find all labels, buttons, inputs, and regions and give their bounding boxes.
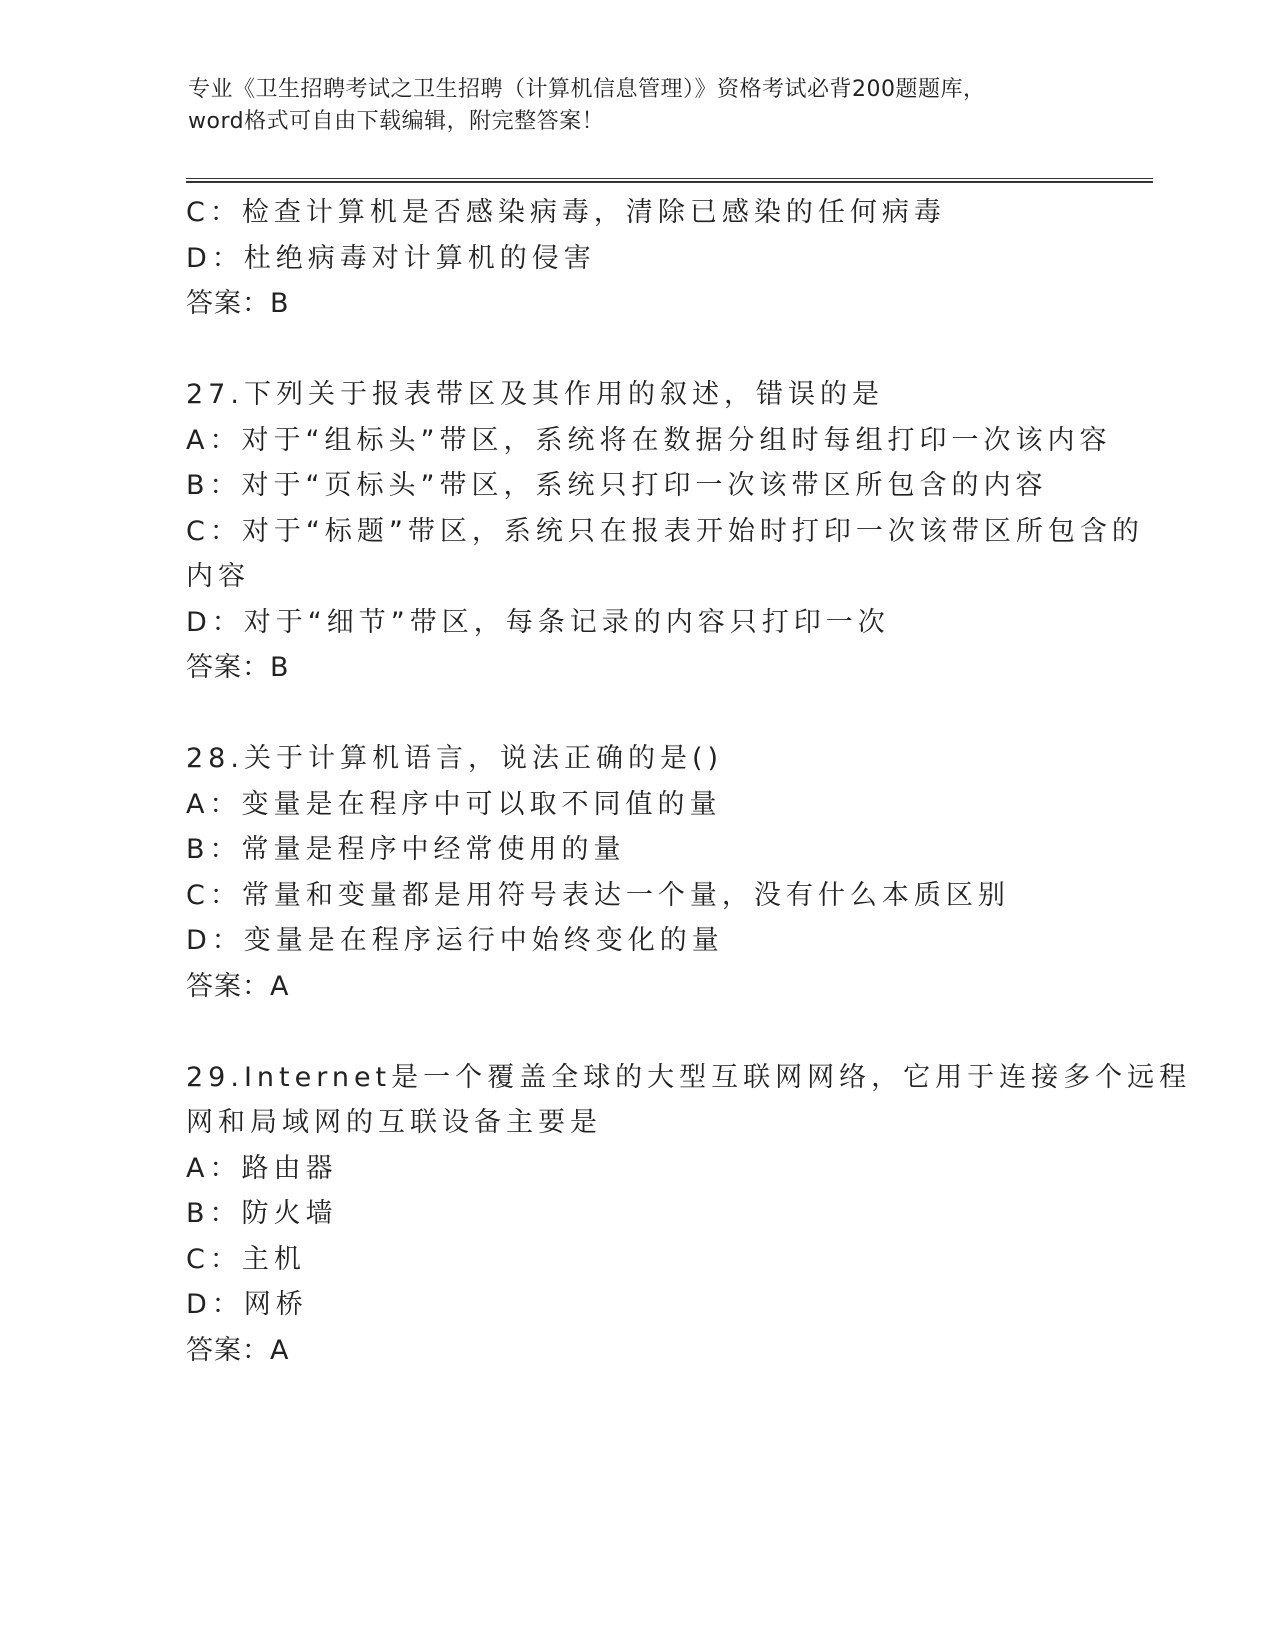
option-line: A：对于“组标头”带区，系统将在数据分组时每组打印一次该内容 [186,424,1112,456]
question-stem-continued: 网和局域网的互联设备主要是 [186,1107,602,1138]
option-line: B：对于“页标头”带区，系统只打印一次该带区所包含的内容 [186,470,1048,501]
option-line: A：变量是在程序中可以取不同值的量 [186,788,722,820]
spacer [186,1009,1086,1055]
option-line-continued: 内容 [186,561,250,592]
answer-line: 答案：A [186,970,290,1002]
question-stem: 29.Internet是一个覆盖全球的大型互联网网络，它用于连接多个远程 [186,1061,1192,1093]
answer-line: 答案：B [186,288,290,319]
option-line: D：杜绝病毒对计算机的侵害 [186,242,596,274]
question-block-29 [186,1055,1192,1374]
question-block-28 [186,736,1086,1009]
option-line: D：变量是在程序运行中始终变化的量 [186,925,724,956]
question-stem: 28.关于计算机语言，说法正确的是() [186,743,724,774]
header-divider [186,178,1153,179]
document-header [188,74,1088,138]
answer-line: 答案：A [186,1334,290,1366]
option-line: B：防火墙 [186,1198,338,1229]
header-line: 专业《卫生招聘考试之卫生招聘（计算机信息管理）》资格考试必背200题题库， [188,77,986,102]
option-line: D：网桥 [186,1289,308,1320]
option-line: C：主机 [186,1243,306,1275]
option-line: C：常量和变量都是用符号表达一个量，没有什么本质区别 [186,879,1010,911]
option-line: B：常量是程序中经常使用的量 [186,834,626,865]
option-line: C：对于“标题”带区，系统只在报表开始时打印一次该带区所包含的 [186,515,1144,547]
question-stem: 27.下列关于报表带区及其作用的叙述，错误的是 [186,379,884,410]
spacer [186,327,1086,373]
question-block-27 [186,372,1144,691]
spacer [186,691,1086,737]
option-line: C：检查计算机是否感染病毒，清除已感染的任何病毒 [186,197,946,228]
answer-line: 答案：B [186,652,290,683]
option-line: D：对于“细节”带区，每条记录的内容只打印一次 [186,606,890,638]
question-content [186,190,1192,1373]
header-divider [186,181,1153,183]
question-block-26-tail [186,190,1086,327]
option-line: A：路由器 [186,1152,338,1184]
header-line: word格式可自由下载编辑，附完整答案！ [188,109,605,134]
